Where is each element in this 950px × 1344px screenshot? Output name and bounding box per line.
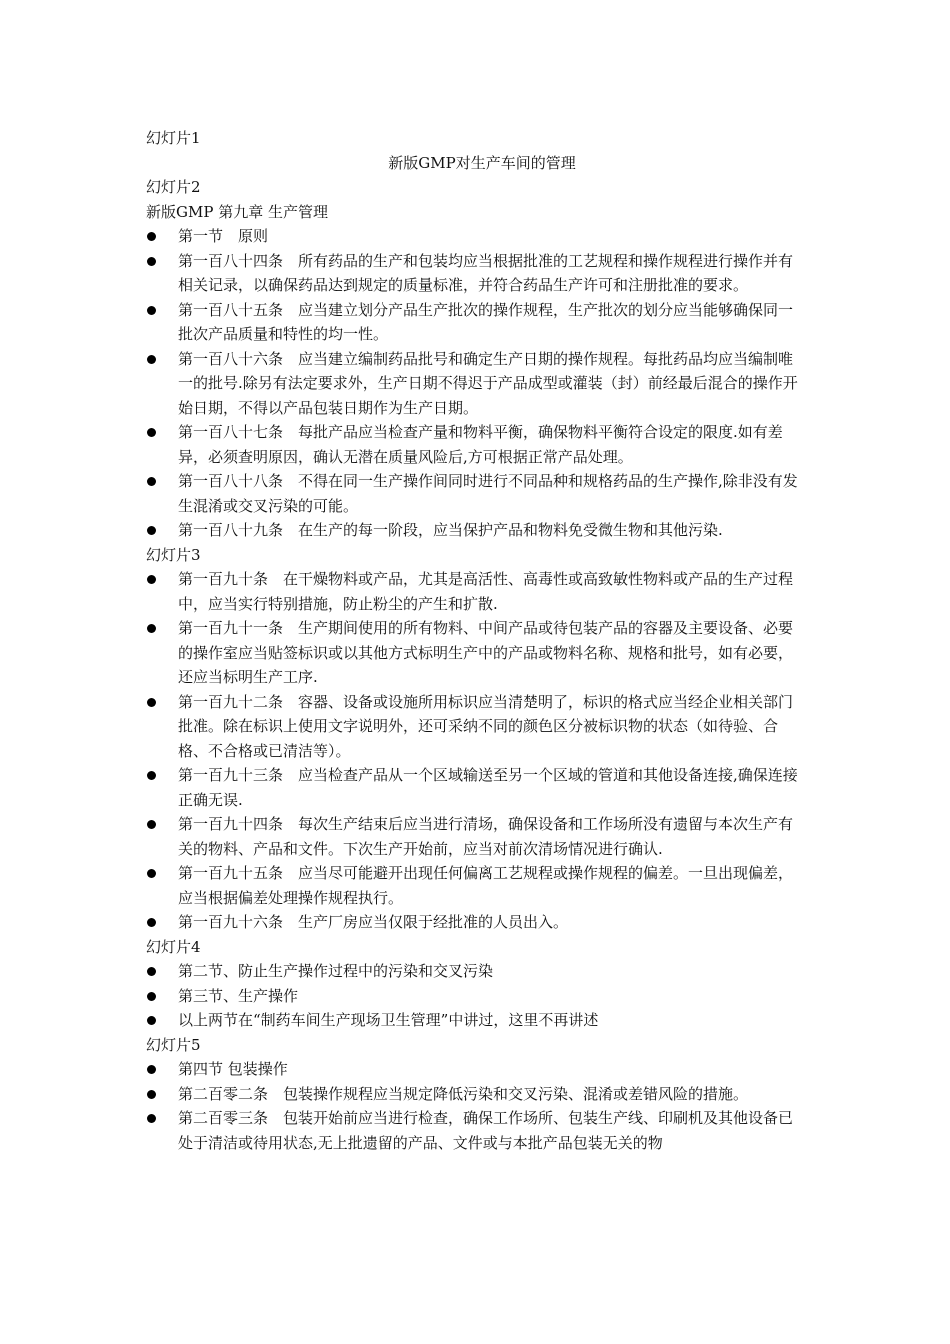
bullet-dot-icon: [147, 428, 156, 437]
list-item-text: 第一百九十五条 应当尽可能避开出现任何偏离工艺规程或操作规程的偏差。一旦出现偏差，应当根据偏差处理操作规程执行。: [178, 864, 794, 907]
bullet-dot-icon: [147, 918, 156, 927]
list-item-text: 以上两节在“制药车间生产现场卫生管理”中讲过，这里不再讲述: [178, 1011, 599, 1029]
bullet-dot-icon: [147, 992, 156, 1001]
list-item-text: 第一百八十九条 在生产的每一阶段，应当保护产品和物料免受微生物和其他污染.: [178, 521, 723, 539]
slide-label: 幻灯片3: [146, 545, 201, 564]
chapter-heading: 新版GMP 第九章 生产管理: [146, 202, 328, 221]
list-item: [146, 763, 806, 812]
slide-label: 幻灯片4: [146, 937, 201, 956]
list-item-text: 第一百九十六条 生产厂房应当仅限于经批准的人员出入。: [178, 913, 569, 931]
bullet-dot-icon: [147, 771, 156, 780]
bullet-dot-icon: [147, 306, 156, 315]
list-item: [146, 984, 806, 1009]
slide-label: 幻灯片5: [146, 1035, 201, 1054]
list-item-text: 第一百八十五条 应当建立划分产品生产批次的操作规程，生产批次的划分应当能够确保同一批次产品质量和特性的均一性。: [178, 300, 794, 343]
bullet-dot-icon: [147, 1090, 156, 1099]
list-item: [146, 1008, 806, 1033]
list-item-text: 第二节、防止生产操作过程中的污染和交叉污染: [178, 962, 494, 980]
slide-label: 幻灯片1: [146, 129, 201, 147]
bullet-dot-icon: [147, 232, 156, 241]
list-item-text: 第一百八十四条 所有药品的生产和包装均应当根据批准的工艺规程和操作规程进行操作并有相关记录，以确保药品达到规定的质量标准，并符合药品生产许可和注册批准的要求。: [178, 251, 794, 294]
list-item-text: 第二百零二条 包装操作规程应当规定降低污染和交叉污染、混淆或差错风险的措施。: [178, 1084, 749, 1103]
list-item: [146, 1106, 806, 1155]
list-item: [146, 616, 806, 690]
list-item: [146, 959, 806, 984]
list-item-text: 第一百九十条 在干燥物料或产品，尤其是高活性、高毒性或高致敏性物料或产品的生产过程中，应当实行特别措施，防止粉尘的产生和扩散.: [178, 570, 794, 613]
list-item-text: 第三节、生产操作: [178, 986, 299, 1005]
list-item: [146, 249, 806, 298]
list-item-text: 第一百九十四条 每次生产结束后应当进行清场，确保设备和工作场所没有遗留与本次生产有关的物料、产品和文件。下次生产开始前，应当对前次清场情况进行确认.: [178, 815, 794, 858]
bullet-dot-icon: [147, 1016, 156, 1025]
bullet-dot-icon: [147, 967, 156, 976]
list-item: [146, 1057, 806, 1082]
list-item: [146, 812, 806, 861]
list-item-text: 第二百零三条 包装开始前应当进行检查，确保工作场所、包装生产线、印刷机及其他设备已处于清洁或待用状态,无上批遗留的产品、文件或与本批产品包装无关的物: [178, 1109, 794, 1152]
document-title: 新版GMP对生产车间的管理: [388, 153, 576, 172]
bullet-dot-icon: [147, 575, 156, 584]
list-item-text: 第一百九十一条 生产期间使用的所有物料、中间产品或待包装产品的容器及主要设备、必要的操作室应当贴签标识或以其他方式标明生产中的产品或物料名称、规格和批号，如有必要，还应当标明生产工序.: [178, 619, 794, 686]
bullet-dot-icon: [147, 257, 156, 266]
bullet-dot-icon: [147, 1065, 156, 1074]
list-item: [146, 1082, 806, 1107]
list-item-text: 第一节 原则: [178, 227, 269, 245]
document-body: [146, 126, 806, 1155]
list-item: [146, 469, 806, 518]
bullet-dot-icon: [147, 355, 156, 364]
bullet-dot-icon: [147, 698, 156, 707]
list-item: [146, 347, 806, 421]
list-item: [146, 910, 806, 935]
list-item-text: 第一百九十二条 容器、设备或设施所用标识应当清楚明了，标识的格式应当经企业相关部门批准。除在标识上使用文字说明外，还可采纳不同的颜色区分被标识物的状态（如待验、合格、不合格或已清洁等）。: [178, 692, 794, 760]
bullet-dot-icon: [147, 477, 156, 486]
list-item: [146, 690, 806, 764]
bullet-dot-icon: [147, 820, 156, 829]
list-item: [146, 298, 806, 347]
slide-label: 幻灯片2: [146, 178, 201, 196]
list-item-text: 第四节 包装操作: [178, 1060, 288, 1078]
list-item-text: 第一百八十六条 应当建立编制药品批号和确定生产日期的操作规程。每批药品均应当编制唯一的批号.除另有法定要求外，生产日期不得迟于产品成型或灌装（封）前经最后混合的操作开始日期，不得以产品包装日期作为生产日期。: [178, 349, 798, 417]
list-item-text: 第一百九十三条 应当检查产品从一个区域输送至另一个区域的管道和其他设备连接,确保连接正确无误.: [178, 766, 798, 809]
list-item: [146, 861, 806, 910]
bullet-dot-icon: [147, 624, 156, 633]
list-item: [146, 567, 806, 616]
list-item: [146, 420, 806, 469]
list-item: [146, 224, 806, 249]
bullet-dot-icon: [147, 526, 156, 535]
bullet-dot-icon: [147, 1114, 156, 1123]
bullet-dot-icon: [147, 869, 156, 878]
list-item: [146, 518, 806, 543]
list-item-text: 第一百八十八条 不得在同一生产操作间同时进行不同品种和规格药品的生产操作,除非没有发生混淆或交叉污染的可能。: [178, 472, 798, 515]
list-item-text: 第一百八十七条 每批产品应当检查产量和物料平衡，确保物料平衡符合设定的限度.如有差异，必须查明原因，确认无潜在质量风险后,方可根据正常产品处理。: [178, 423, 783, 466]
